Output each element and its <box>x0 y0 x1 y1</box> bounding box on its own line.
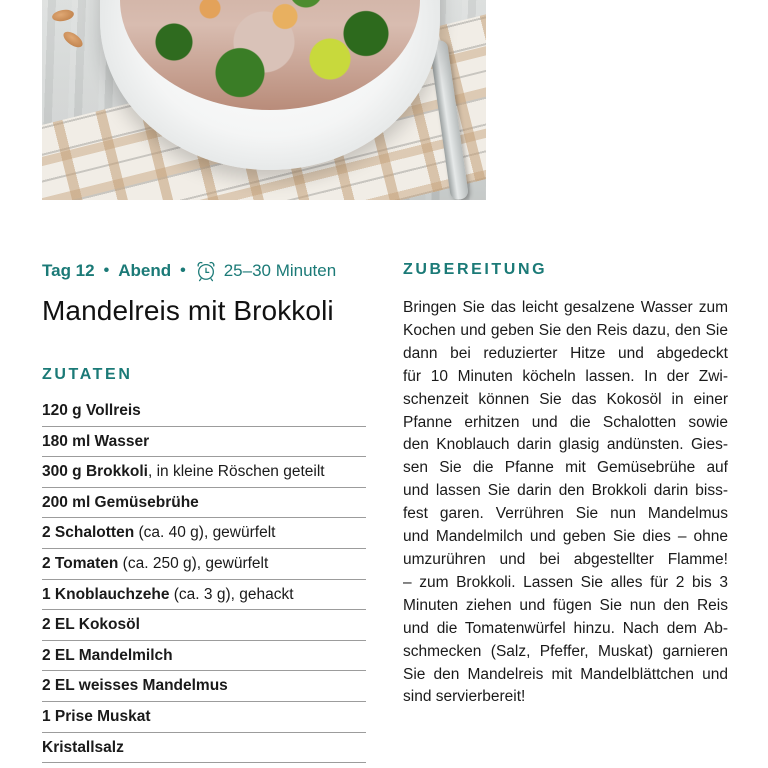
preparation-line: Minuten ziehen und fügen Sie nun den Reis <box>403 596 728 614</box>
preparation-line: und Mandelmilch und geben Sie dies – ohne <box>403 528 728 546</box>
preparation-line: Bringen Sie das leicht gesalzene Wasser zum <box>403 299 728 316</box>
alarm-clock-icon <box>195 260 217 282</box>
ingredient-amount: 120 g Vollreis <box>42 402 141 419</box>
ingredient-item <box>42 488 366 519</box>
ingredient-item <box>42 549 366 580</box>
recipe-meta <box>42 260 336 282</box>
ingredient-item <box>42 457 366 488</box>
ingredient-amount: 300 g Brokkoli <box>42 463 148 481</box>
preparation-line: Sie den Mandelreis mit Mandelblättchen und <box>403 665 728 683</box>
day-label: Tag 12 <box>42 261 95 280</box>
ingredient-item <box>42 427 366 458</box>
ingredient-amount: 180 ml Wasser <box>42 432 150 450</box>
recipe-photo <box>42 0 486 200</box>
ingredient-amount: 1 Knoblauchzehe <box>42 585 170 603</box>
ingredient-item <box>42 702 366 733</box>
duration-label: 25–30 Minuten <box>223 261 337 280</box>
bullet-separator: • <box>180 262 186 279</box>
preparation-text <box>403 297 728 709</box>
preparation-heading: ZUBEREITUNG <box>403 261 548 278</box>
preparation-line: schmecken (Salz, Pfeffer, Muskat) garnieren <box>403 642 728 660</box>
preparation-line: und die Tomatenwürfel hinzu. Nach dem Ab- <box>403 619 728 637</box>
preparation-line: den Knoblauch darin glasig andünsten. Gies- <box>403 436 728 454</box>
preparation-line: sen Sie die Pfanne mit Gemüsebrühe auf <box>403 459 728 477</box>
ingredient-note: (ca. 250 g), gewürfelt <box>118 554 269 572</box>
ingredient-amount: 2 EL weisses Mandelmus <box>42 677 228 695</box>
ingredient-item <box>42 671 366 702</box>
ingredient-amount: Kristallsalz <box>42 738 124 756</box>
preparation-line: umzurühren und bei abgestellter Flamme! <box>403 550 728 568</box>
ingredient-item <box>42 733 366 764</box>
ingredient-amount: 2 Tomaten <box>42 554 119 572</box>
ingredient-item <box>42 580 366 611</box>
recipe-title: Mandelreis mit Brokkoli <box>42 295 334 326</box>
ingredient-amount: 1 Prise Muskat <box>42 707 151 725</box>
ingredient-amount: 2 EL Mandelmilch <box>42 646 173 664</box>
ingredient-amount: 2 Schalotten <box>42 524 135 542</box>
preparation-line: Kochen und geben Sie den Reis dazu, den Sie <box>403 321 728 339</box>
ingredient-note: , in kleine Röschen geteilt <box>147 463 325 481</box>
ingredient-amount: 2 EL Kokosöl <box>42 616 140 634</box>
preparation-line: – zum Brokkoli. Lassen Sie alles für 2 bis 3 <box>403 573 728 591</box>
bullet-separator: • <box>103 262 110 279</box>
meal-label: Abend <box>118 261 172 280</box>
preparation-line: fest garen. Verrühren Sie nun Mandelmus <box>403 505 728 523</box>
preparation-line: Pfanne erhitzen und die Schalotten sowie <box>403 413 728 431</box>
preparation-line: für 10 Minuten köcheln lassen. In der Zwi- <box>403 367 728 385</box>
ingredients-heading: ZUTATEN <box>42 366 133 383</box>
ingredient-item <box>42 610 366 641</box>
ingredients-list <box>42 396 366 763</box>
ingredient-note: (ca. 3 g), gehackt <box>169 585 294 603</box>
ingredient-amount: 200 ml Gemüsebrühe <box>42 493 199 511</box>
ingredient-item <box>42 396 366 427</box>
ingredient-item <box>42 641 366 672</box>
preparation-line: und lassen Sie darin den Brokkoli darin biss- <box>403 482 728 500</box>
ingredient-note: (ca. 40 g), gewürfelt <box>134 524 276 542</box>
ingredient-item <box>42 518 366 549</box>
preparation-line: dann bei reduzierter Hitze und abgedeckt <box>403 344 728 362</box>
preparation-line: schenzeit können Sie das Kokosöl in einer <box>403 390 728 408</box>
preparation-line: sind servierbereit! <box>403 688 526 706</box>
